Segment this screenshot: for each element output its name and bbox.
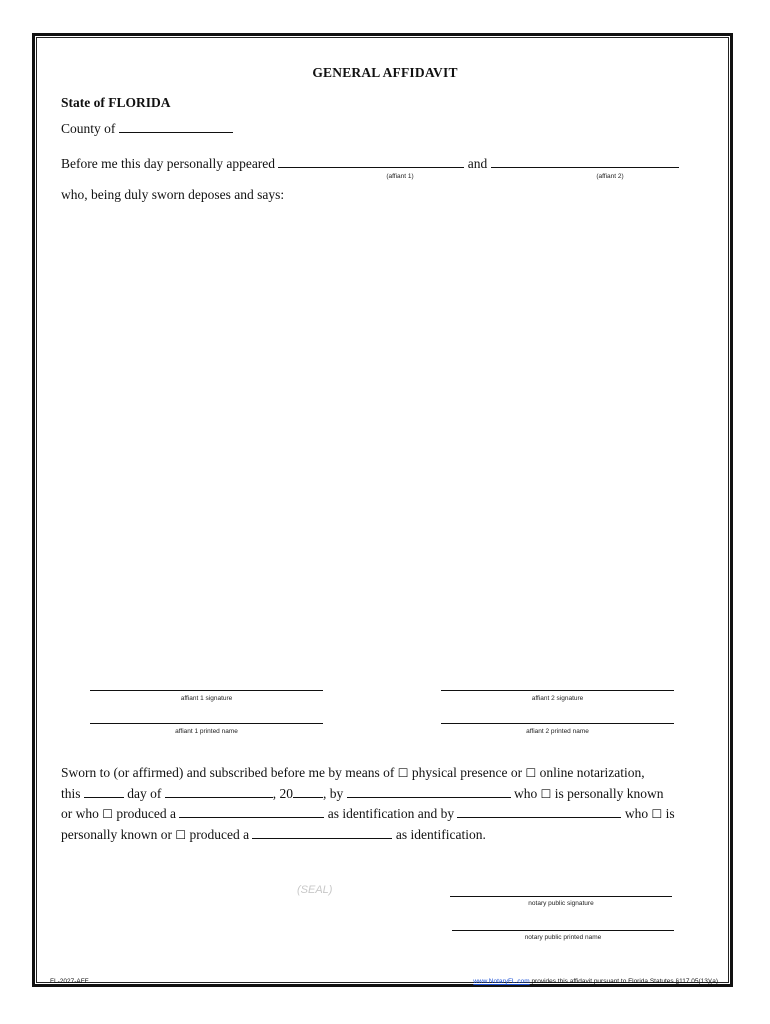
appeared-label: Before me this day personally appeared	[61, 156, 276, 171]
jurat-row-1	[61, 763, 711, 784]
this-label: this	[61, 785, 81, 801]
appeared-row	[61, 156, 679, 172]
affiant2-name-field[interactable]	[491, 156, 679, 168]
county-field[interactable]	[119, 121, 233, 133]
as-identification-label: as identification.	[395, 826, 486, 842]
affiant1-signature-caption: affiant 1 signature	[180, 695, 233, 702]
is-label: is	[665, 806, 675, 821]
and-label: and	[467, 156, 488, 171]
affiant2-caption: (affiant 2)	[596, 173, 624, 180]
by-label: , by	[323, 785, 344, 801]
notaryfl-link[interactable]: www.NotaryFL.com	[473, 978, 530, 985]
online-notarization-label: online notarization,	[539, 765, 645, 780]
year-prefix: , 20	[272, 785, 294, 801]
county-label: County of	[61, 121, 116, 136]
affiant1-printed-caption: affiant 1 printed name	[175, 728, 238, 735]
signer1-produced-checkbox[interactable]: ☐	[102, 807, 114, 821]
produced-a-label: produced a	[116, 806, 176, 821]
affiant1-caption: (affiant 1)	[386, 173, 414, 180]
footer-statement-text: provides this affidavit pursuant to Florida Statutes §117.05(13)(a)	[531, 978, 718, 985]
year-field[interactable]	[293, 786, 323, 798]
affiant2-printed-caption: affiant 2 printed name	[526, 728, 589, 735]
jurat-paragraph	[61, 763, 711, 845]
jurat-row-3	[61, 804, 711, 825]
signer2-produced-checkbox[interactable]: ☐	[175, 827, 187, 842]
notary-signature-line[interactable]	[450, 896, 672, 897]
jurat-row-2	[61, 784, 711, 805]
affiant1-signature-line[interactable]	[90, 690, 323, 691]
who-label: who	[514, 785, 538, 801]
produced-a-label-2: produced a	[189, 826, 250, 842]
signer2-id-field[interactable]	[252, 827, 392, 839]
form-id: FL-2027-AFF	[50, 978, 89, 985]
affiant2-signature-line[interactable]	[441, 690, 674, 691]
notary-printed-line[interactable]	[452, 930, 674, 931]
signer1-known-checkbox[interactable]: ☐	[540, 786, 552, 801]
day-field[interactable]	[84, 786, 124, 798]
physical-presence-label: physical presence or	[411, 765, 523, 780]
physical-presence-checkbox[interactable]: ☐	[397, 766, 409, 780]
month-field[interactable]	[165, 786, 273, 798]
day-of-label: day of	[127, 785, 162, 801]
document-title: GENERAL AFFIDAVIT	[312, 65, 458, 80]
signer1-name-field[interactable]	[347, 786, 511, 798]
statement-area[interactable]	[61, 210, 711, 670]
who-label-2: who	[624, 806, 649, 821]
county-row	[61, 121, 233, 137]
online-notarization-checkbox[interactable]: ☐	[525, 766, 537, 780]
seal-placeholder: (SEAL)	[297, 884, 333, 896]
affiant1-printed-line[interactable]	[90, 723, 323, 724]
signer2-known-checkbox[interactable]: ☐	[651, 807, 663, 821]
state-line: State of FLORIDA	[61, 95, 171, 110]
is-personally-known-label: is personally known	[554, 785, 664, 801]
notary-printed-caption: notary public printed name	[524, 934, 602, 941]
deposes-text: who, being duly sworn deposes and says:	[61, 187, 285, 202]
as-identification-and-by-label: as identification and by	[327, 806, 455, 821]
jurat-intro: Sworn to (or affirmed) and subscribed before me by means of	[61, 765, 395, 780]
affiant1-name-field[interactable]	[278, 156, 464, 168]
notary-signature-caption: notary public signature	[528, 900, 594, 907]
affiant2-signature-caption: affiant 2 signature	[531, 695, 584, 702]
jurat-row-4	[61, 825, 711, 846]
signer1-id-field[interactable]	[179, 806, 324, 818]
affiant2-printed-line[interactable]	[441, 723, 674, 724]
or-who-label: or who	[61, 806, 99, 821]
personally-known-or-label: personally known or	[61, 826, 172, 842]
signer2-name-field[interactable]	[457, 806, 621, 818]
footer-statement	[473, 978, 718, 985]
